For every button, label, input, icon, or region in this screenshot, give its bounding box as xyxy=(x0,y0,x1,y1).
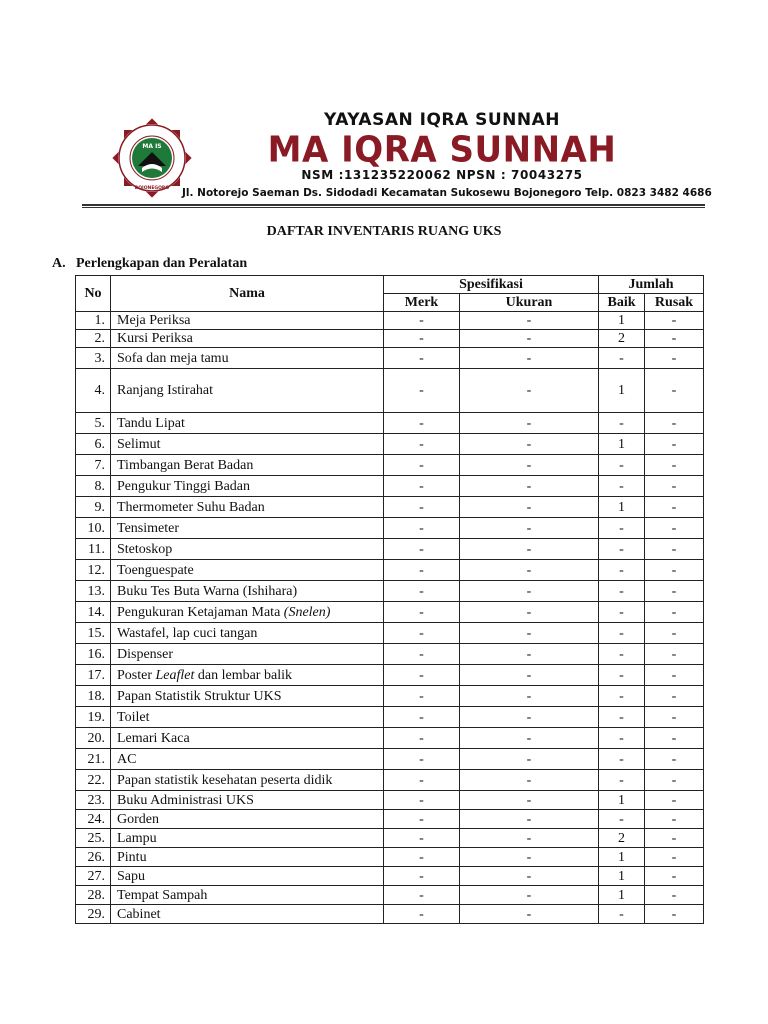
row-name xyxy=(111,330,384,348)
row-number: 3. xyxy=(76,348,111,369)
row-ukuran: - xyxy=(460,829,599,848)
row-baik: - xyxy=(599,560,645,581)
table-row xyxy=(76,560,704,581)
row-name-text: Thermometer Suhu Badan xyxy=(117,499,265,515)
row-baik: - xyxy=(599,413,645,434)
header-jumlah: Jumlah xyxy=(599,276,704,294)
row-rusak: - xyxy=(645,455,704,476)
row-baik: - xyxy=(599,602,645,623)
row-merk: - xyxy=(384,728,460,749)
table-row xyxy=(76,749,704,770)
section-letter: A. xyxy=(52,256,66,271)
table-row xyxy=(76,434,704,455)
row-name-text: Buku Tes Buta Warna (Ishihara) xyxy=(117,583,298,599)
row-rusak: - xyxy=(645,539,704,560)
row-name xyxy=(111,770,384,791)
row-merk: - xyxy=(384,602,460,623)
row-number: 12. xyxy=(76,560,111,581)
row-number: 14. xyxy=(76,602,111,623)
row-name-suffix: dan lembar balik xyxy=(194,667,292,683)
row-ukuran: - xyxy=(460,686,599,707)
row-merk: - xyxy=(384,330,460,348)
row-ukuran: - xyxy=(460,602,599,623)
table-row xyxy=(76,413,704,434)
row-ukuran: - xyxy=(460,728,599,749)
row-name xyxy=(111,476,384,497)
row-baik: - xyxy=(599,686,645,707)
row-ukuran: - xyxy=(460,644,599,665)
row-number: 22. xyxy=(76,770,111,791)
school-ids: NSM :131235220062 NPSN : 70043275 xyxy=(301,168,583,182)
row-number: 8. xyxy=(76,476,111,497)
row-name-text: Pintu xyxy=(117,849,147,865)
section-title: Perlengkapan dan Peralatan xyxy=(76,256,248,271)
row-name-text: Sofa dan meja tamu xyxy=(117,350,229,366)
row-ukuran: - xyxy=(460,413,599,434)
row-number: 10. xyxy=(76,518,111,539)
row-name-italic: Leaflet xyxy=(155,667,195,683)
row-baik: 1 xyxy=(599,434,645,455)
row-number: 2. xyxy=(76,330,111,348)
table-row xyxy=(76,539,704,560)
row-name xyxy=(111,829,384,848)
row-number: 21. xyxy=(76,749,111,770)
row-number: 19. xyxy=(76,707,111,728)
row-name-text: Ranjang Istirahat xyxy=(117,383,214,398)
row-rusak: - xyxy=(645,581,704,602)
table-row xyxy=(76,602,704,623)
row-name xyxy=(111,434,384,455)
row-merk: - xyxy=(384,476,460,497)
row-number: 4. xyxy=(76,369,111,413)
document-title: DAFTAR INVENTARIS RUANG UKS xyxy=(266,224,502,239)
row-name xyxy=(111,623,384,644)
row-name xyxy=(111,905,384,924)
row-ukuran: - xyxy=(460,476,599,497)
table-row xyxy=(76,518,704,539)
row-name-text: Lemari Kaca xyxy=(117,730,190,746)
row-rusak: - xyxy=(645,829,704,848)
row-baik: 2 xyxy=(599,330,645,348)
row-name xyxy=(111,497,384,518)
row-name-text: Cabinet xyxy=(117,906,161,922)
row-name-text: Lampu xyxy=(117,830,157,846)
table-row xyxy=(76,312,704,330)
row-ukuran: - xyxy=(460,905,599,924)
row-baik: 1 xyxy=(599,369,645,413)
row-rusak: - xyxy=(645,518,704,539)
row-number: 5. xyxy=(76,413,111,434)
inventory-table xyxy=(75,275,704,924)
row-baik: - xyxy=(599,623,645,644)
table-row xyxy=(76,810,704,829)
table-row xyxy=(76,686,704,707)
row-name xyxy=(111,791,384,810)
row-merk: - xyxy=(384,886,460,905)
row-name xyxy=(111,728,384,749)
table-row xyxy=(76,707,704,728)
row-name-text: Tempat Sampah xyxy=(117,887,208,903)
row-ukuran: - xyxy=(460,867,599,886)
row-merk: - xyxy=(384,581,460,602)
row-name xyxy=(111,560,384,581)
row-merk: - xyxy=(384,312,460,330)
row-rusak: - xyxy=(645,330,704,348)
row-name-text: Toenguespate xyxy=(117,562,194,578)
row-name xyxy=(111,665,384,686)
row-baik: 1 xyxy=(599,867,645,886)
foundation-name: YAYASAN IQRA SUNNAH xyxy=(324,110,560,130)
row-name xyxy=(111,369,384,413)
row-rusak: - xyxy=(645,348,704,369)
row-name xyxy=(111,644,384,665)
row-number: 7. xyxy=(76,455,111,476)
row-number: 24. xyxy=(76,810,111,829)
row-merk: - xyxy=(384,686,460,707)
row-name xyxy=(111,848,384,867)
row-rusak: - xyxy=(645,312,704,330)
row-merk: - xyxy=(384,434,460,455)
row-merk: - xyxy=(384,455,460,476)
row-baik: - xyxy=(599,518,645,539)
row-number: 18. xyxy=(76,686,111,707)
row-name xyxy=(111,312,384,330)
row-ukuran: - xyxy=(460,369,599,413)
logo-center-text: MA IS xyxy=(142,143,162,150)
row-rusak: - xyxy=(645,728,704,749)
row-ukuran: - xyxy=(460,518,599,539)
row-merk: - xyxy=(384,867,460,886)
row-rusak: - xyxy=(645,867,704,886)
row-baik: - xyxy=(599,348,645,369)
row-name-italic: (Snelen) xyxy=(283,604,331,620)
row-name xyxy=(111,539,384,560)
row-rusak: - xyxy=(645,413,704,434)
row-merk: - xyxy=(384,791,460,810)
row-rusak: - xyxy=(645,905,704,924)
header-nama: Nama xyxy=(111,276,384,312)
logo-bottom-text: BOJONEGORO xyxy=(134,186,170,191)
row-number: 16. xyxy=(76,644,111,665)
header-baik: Baik xyxy=(599,294,645,312)
row-number: 29. xyxy=(76,905,111,924)
row-name xyxy=(111,518,384,539)
row-ukuran: - xyxy=(460,707,599,728)
row-ukuran: - xyxy=(460,810,599,829)
row-name-text: Dispenser xyxy=(117,646,173,662)
row-number: 28. xyxy=(76,886,111,905)
row-name xyxy=(111,707,384,728)
row-number: 15. xyxy=(76,623,111,644)
table-row xyxy=(76,330,704,348)
row-name-text: AC xyxy=(117,751,137,767)
row-merk: - xyxy=(384,413,460,434)
row-ukuran: - xyxy=(460,770,599,791)
table-row xyxy=(76,791,704,810)
row-merk: - xyxy=(384,560,460,581)
row-rusak: - xyxy=(645,434,704,455)
row-ukuran: - xyxy=(460,623,599,644)
row-merk: - xyxy=(384,848,460,867)
row-name xyxy=(111,810,384,829)
row-merk: - xyxy=(384,905,460,924)
row-merk: - xyxy=(384,348,460,369)
row-rusak: - xyxy=(645,602,704,623)
row-name-text: Poster xyxy=(117,667,156,683)
row-name-text: Gorden xyxy=(117,811,159,827)
row-rusak: - xyxy=(645,665,704,686)
row-baik: - xyxy=(599,476,645,497)
table-row xyxy=(76,497,704,518)
row-rusak: - xyxy=(645,848,704,867)
row-name-text: Selimut xyxy=(117,436,161,452)
row-rusak: - xyxy=(645,497,704,518)
row-name xyxy=(111,749,384,770)
row-rusak: - xyxy=(645,770,704,791)
table-row xyxy=(76,905,704,924)
row-name xyxy=(111,867,384,886)
row-baik: 1 xyxy=(599,848,645,867)
row-merk: - xyxy=(384,707,460,728)
row-baik: - xyxy=(599,455,645,476)
row-baik: 2 xyxy=(599,829,645,848)
row-ukuran: - xyxy=(460,848,599,867)
table-row xyxy=(76,665,704,686)
row-baik: - xyxy=(599,728,645,749)
row-rusak: - xyxy=(645,707,704,728)
letterhead-rule-thick xyxy=(82,204,705,206)
row-name xyxy=(111,886,384,905)
row-ukuran: - xyxy=(460,434,599,455)
table-row xyxy=(76,728,704,749)
row-merk: - xyxy=(384,665,460,686)
row-name-text: Meja Periksa xyxy=(117,313,191,328)
row-number: 1. xyxy=(76,312,111,330)
header-no: No xyxy=(76,276,111,312)
row-rusak: - xyxy=(645,369,704,413)
table-row xyxy=(76,623,704,644)
row-merk: - xyxy=(384,518,460,539)
header-ukuran: Ukuran xyxy=(460,294,599,312)
inventory-body xyxy=(76,312,704,924)
row-name-text: Kursi Periksa xyxy=(117,331,193,346)
row-ukuran: - xyxy=(460,791,599,810)
row-name-text: Buku Administrasi UKS xyxy=(117,792,254,808)
row-name-text: Pengukuran Ketajaman Mata xyxy=(117,604,284,620)
row-baik: - xyxy=(599,665,645,686)
row-number: 23. xyxy=(76,791,111,810)
letterhead-rule-thin xyxy=(82,207,705,208)
row-baik: - xyxy=(599,770,645,791)
row-rusak: - xyxy=(645,476,704,497)
letterhead xyxy=(82,108,712,204)
header-rusak: Rusak xyxy=(645,294,704,312)
row-name-text: Tandu Lipat xyxy=(117,415,185,431)
row-baik: - xyxy=(599,707,645,728)
row-rusak: - xyxy=(645,886,704,905)
row-number: 17. xyxy=(76,665,111,686)
row-name xyxy=(111,581,384,602)
row-name-text: Papan statistik kesehatan peserta didik xyxy=(117,772,333,788)
row-merk: - xyxy=(384,770,460,791)
row-name xyxy=(111,455,384,476)
row-number: 9. xyxy=(76,497,111,518)
row-merk: - xyxy=(384,497,460,518)
row-merk: - xyxy=(384,829,460,848)
table-row xyxy=(76,770,704,791)
row-name-text: Pengukur Tinggi Badan xyxy=(117,478,251,494)
table-row xyxy=(76,455,704,476)
row-ukuran: - xyxy=(460,497,599,518)
row-merk: - xyxy=(384,369,460,413)
row-ukuran: - xyxy=(460,348,599,369)
row-baik: 1 xyxy=(599,497,645,518)
row-name xyxy=(111,686,384,707)
row-ukuran: - xyxy=(460,539,599,560)
row-name-text: Sapu xyxy=(117,868,145,884)
row-name xyxy=(111,413,384,434)
table-row xyxy=(76,644,704,665)
row-baik: - xyxy=(599,644,645,665)
row-ukuran: - xyxy=(460,665,599,686)
school-name: MA IQRA SUNNAH xyxy=(267,129,617,171)
row-baik: - xyxy=(599,539,645,560)
row-number: 13. xyxy=(76,581,111,602)
row-rusak: - xyxy=(645,560,704,581)
row-ukuran: - xyxy=(460,312,599,330)
row-baik: - xyxy=(599,581,645,602)
row-name xyxy=(111,602,384,623)
table-row xyxy=(76,886,704,905)
table-row xyxy=(76,348,704,369)
row-name-text: Timbangan Berat Badan xyxy=(117,457,254,473)
table-row xyxy=(76,369,704,413)
row-number: 27. xyxy=(76,867,111,886)
row-number: 20. xyxy=(76,728,111,749)
row-name-text: Toilet xyxy=(117,709,150,725)
row-rusak: - xyxy=(645,810,704,829)
row-merk: - xyxy=(384,644,460,665)
school-address: Jl. Notorejo Saeman Ds. Sidodadi Kecamatan Sukosewu Bojonegoro Telp. 0823 3482 4686 xyxy=(182,187,712,199)
row-name xyxy=(111,348,384,369)
row-name-text: Wastafel, lap cuci tangan xyxy=(117,625,258,641)
row-number: 6. xyxy=(76,434,111,455)
row-rusak: - xyxy=(645,749,704,770)
row-ukuran: - xyxy=(460,560,599,581)
row-merk: - xyxy=(384,749,460,770)
row-name-text: Stetoskop xyxy=(117,541,173,557)
row-ukuran: - xyxy=(460,455,599,476)
row-baik: - xyxy=(599,905,645,924)
row-baik: - xyxy=(599,749,645,770)
row-rusak: - xyxy=(645,686,704,707)
row-number: 26. xyxy=(76,848,111,867)
row-merk: - xyxy=(384,623,460,644)
table-row xyxy=(76,829,704,848)
row-baik: 1 xyxy=(599,886,645,905)
row-rusak: - xyxy=(645,644,704,665)
row-baik: 1 xyxy=(599,312,645,330)
table-row xyxy=(76,867,704,886)
table-row xyxy=(76,581,704,602)
section-heading xyxy=(52,256,247,272)
row-number: 11. xyxy=(76,539,111,560)
row-number: 25. xyxy=(76,829,111,848)
row-ukuran: - xyxy=(460,886,599,905)
row-baik: 1 xyxy=(599,791,645,810)
row-name-text: Tensimeter xyxy=(117,520,179,536)
table-row xyxy=(76,476,704,497)
header-merk: Merk xyxy=(384,294,460,312)
row-ukuran: - xyxy=(460,749,599,770)
row-baik: - xyxy=(599,810,645,829)
row-rusak: - xyxy=(645,791,704,810)
header-spesifikasi: Spesifikasi xyxy=(384,276,599,294)
row-ukuran: - xyxy=(460,581,599,602)
row-ukuran: - xyxy=(460,330,599,348)
row-merk: - xyxy=(384,810,460,829)
table-row xyxy=(76,848,704,867)
row-rusak: - xyxy=(645,623,704,644)
row-name-text: Papan Statistik Struktur UKS xyxy=(117,688,282,704)
row-merk: - xyxy=(384,539,460,560)
